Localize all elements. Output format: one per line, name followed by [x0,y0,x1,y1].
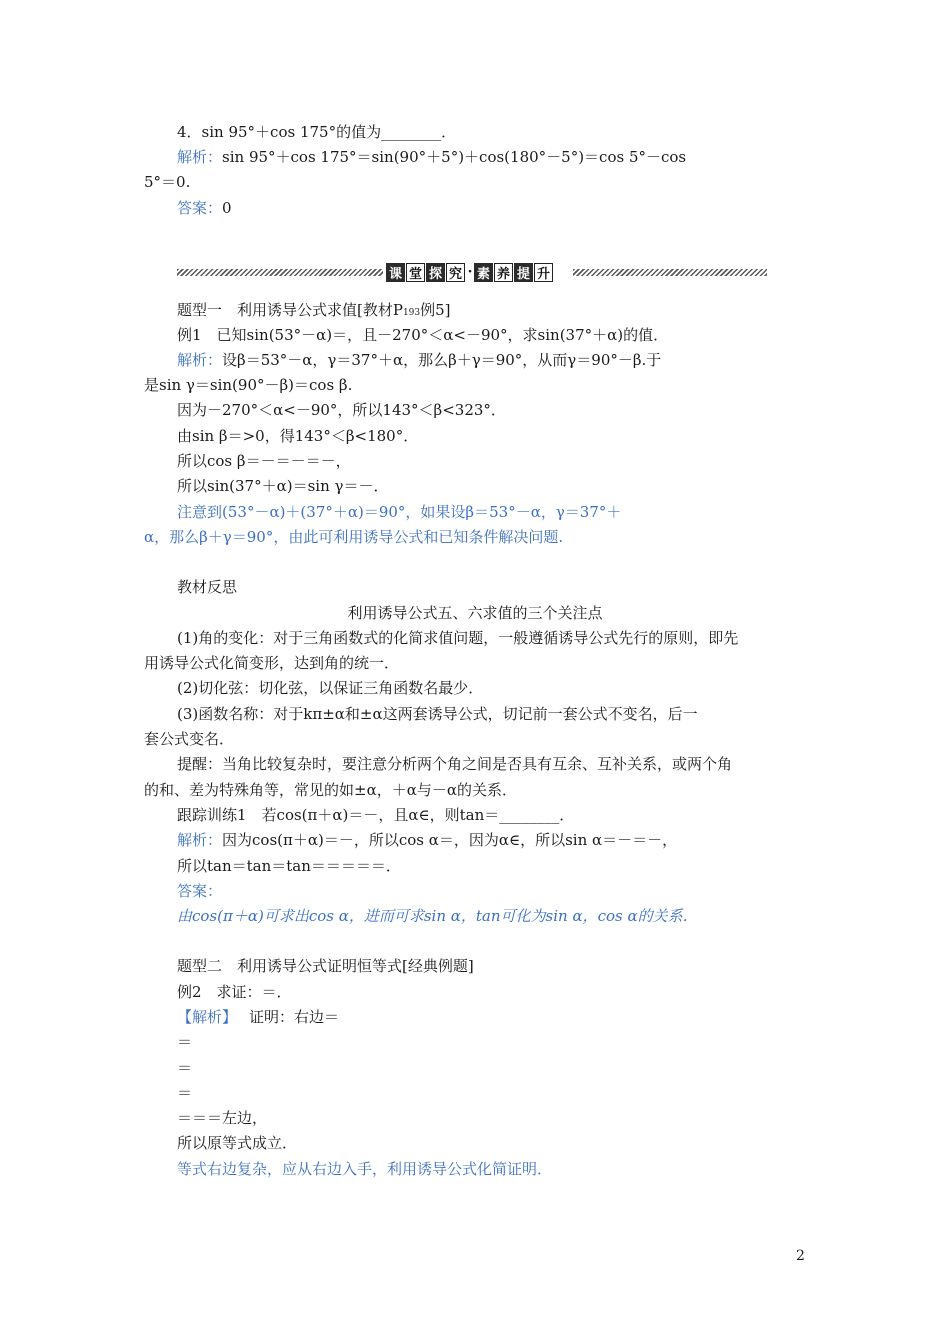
banner-label [386,262,554,282]
example1-step: 所以sin(37°＋α)＝sin γ＝－． [177,477,389,495]
reflection-point: (2)切化弦：切化弦，以保证三角函数名最少． [177,679,484,697]
example2-solution-line [177,1007,339,1027]
q4-question: 4．sin 95°＋cos 175°的值为________． [177,123,457,141]
example1-statement: 例1 已知sin(53°－α)＝，且－270°＜α<－90°，求sin(37°＋α)的值． [177,326,669,344]
solution-label: 解析： [177,831,223,849]
example2-note: 等式右边复杂，应从右边入手，利用诱导公式化简证明． [177,1160,553,1178]
type1-title [177,300,451,323]
reflection-point-cont: 用诱导公式化简变形，达到角的统一． [144,654,400,672]
banner-hatch-right [573,269,767,276]
proof-step: ＝ [177,1059,193,1077]
q4-solution-text: sin 95°＋cos 175°＝sin(90°＋5°)＋cos(180°－5°)＝cos 5°－cos [222,148,687,166]
track1-note: 由cos(π＋α)可求出cos α，进而可求sin α，tan可化为sin α，cos α的关系． [177,907,698,925]
answer-label: 答案： [177,199,223,217]
example1-step: 所以cos β＝－＝－＝－， [177,452,351,470]
solution-label: 【解析】 [177,1008,238,1026]
proof-step: ＝ [177,1084,193,1102]
banner-char: 课 [386,263,405,282]
banner-char: 素 [474,263,493,282]
reflection-reminder: 提醒：当角比较复杂时，要注意分析两个角之间是否具有互余、互补关系，或两个角 [177,755,733,773]
reflection-point: (1)角的变化：对于三角函数式的化简求值问题，一般遵循诱导公式先行的原则，即先 [177,629,739,647]
track1-solution-text: 因为cos(π＋α)＝－，所以cos α＝，因为α∈，所以sin α＝－＝－， [222,831,678,849]
reflection-title: 利用诱导公式五、六求值的三个关注点 [347,604,603,622]
track1-question: 跟踪训练1 若cos(π＋α)＝－，且α∈，则tan＝________． [177,806,575,824]
proof-step: ＝＝＝左边， [177,1109,268,1127]
example2-solution-text: 证明：右边＝ [249,1008,340,1026]
banner-char: 堂 [406,263,425,282]
example1-step: 由sin β＝>0，得143°＜β<180°． [177,427,419,445]
banner-char: 究 [446,263,465,282]
banner-char: 养 [494,263,513,282]
type1-title-subscript: 193 [402,308,421,318]
reflection-point: (3)函数名称：对于kπ±α和±α这两套诱导公式，切记前一套公式不变名，后一 [177,705,698,723]
q4-answer-value: 0 [222,199,232,217]
type2-title: 题型二 利用诱导公式证明恒等式[经典例题] [177,957,474,975]
reflection-point-cont: 套公式变名． [144,730,235,748]
example1-solution-line [177,350,661,370]
page-number: 2 [796,1248,805,1264]
example1-solution-text: 设β＝53°－α，γ＝37°＋α，那么β＋γ＝90°，从而γ＝90°－β.于 [222,351,662,369]
example1-step: 因为－270°＜α<－90°，所以143°＜β<323°． [177,401,506,419]
proof-conclusion: 所以原等式成立． [177,1134,298,1152]
type1-title-tail: 例5] [420,301,451,319]
type1-title-text: 题型一 利用诱导公式求值[教材P [177,301,403,319]
q4-answer-line [177,198,232,218]
example1-note: 注意到(53°－α)＋(37°＋α)＝90°，如果设β＝53°－α，γ＝37°＋ [177,503,622,521]
q4-solution-line [177,147,686,167]
solution-label: 解析： [177,351,223,369]
banner-char: 提 [514,263,533,282]
reflection-heading: 教材反思 [177,578,238,596]
solution-label: 解析： [177,148,223,166]
banner-separator: · [467,264,473,280]
banner-char: 升 [534,263,553,282]
answer-label: 答案： [177,882,223,900]
track1-solution-cont: 所以tan＝tan＝tan＝＝＝＝＝． [177,857,401,875]
section-banner [177,262,767,284]
banner-char: 探 [426,263,445,282]
banner-hatch-left [177,269,383,276]
proof-step: ＝ [177,1033,193,1051]
q4-solution-cont: 5°＝0. [144,173,191,191]
example1-solution-cont: 是sin γ＝sin(90°－β)＝cos β. [144,376,353,394]
track1-solution-line [177,830,677,850]
example2-statement: 例2 求证：＝． [177,983,292,1001]
reflection-reminder-cont: 的和、差为特殊角等，常见的如±α，＋α与－α的关系． [144,781,517,799]
example1-note-cont: α，那么β＋γ＝90°，由此可利用诱导公式和已知条件解决问题. [144,528,564,546]
